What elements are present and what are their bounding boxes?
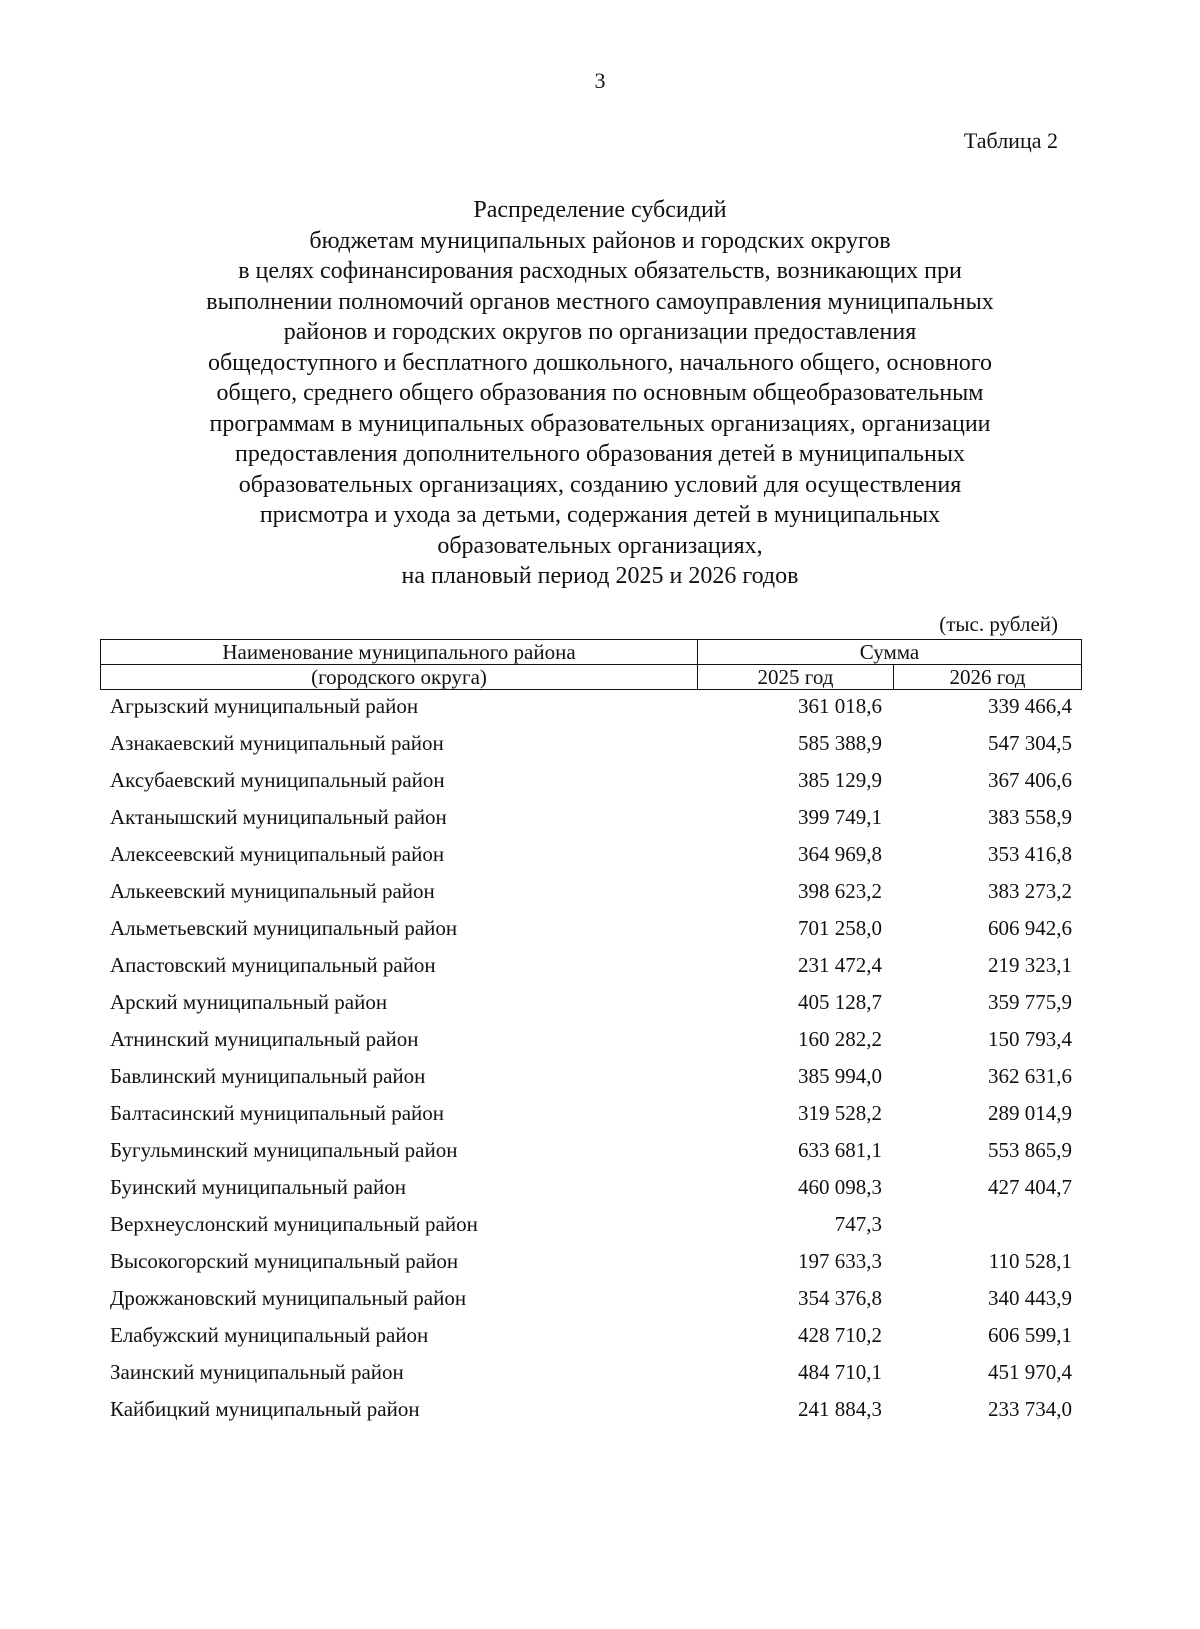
row-value-2026: 553 865,9: [988, 1138, 1072, 1162]
row-value-2025: 701 258,0: [798, 916, 882, 940]
table-row: [100, 1134, 1082, 1171]
row-value-2026: 353 416,8: [988, 842, 1072, 866]
table-body: [100, 690, 1082, 1430]
title-line: в целях софинансирования расходных обязательств, возникающих при: [238, 258, 962, 284]
page-number: 3: [594, 68, 606, 93]
row-value-2026: 110 528,1: [988, 1249, 1072, 1273]
table-row: [100, 690, 1082, 727]
row-value-2025: 385 994,0: [798, 1064, 882, 1088]
table-row: [100, 764, 1082, 801]
row-value-2026: 451 970,4: [988, 1360, 1072, 1384]
row-name: Буинский муниципальный район: [110, 1175, 406, 1199]
row-name: Заинский муниципальный район: [110, 1360, 404, 1384]
header-name-line1: Наименование муниципального района: [101, 640, 698, 665]
table-row: [100, 1171, 1082, 1208]
row-value-2026: 340 443,9: [988, 1286, 1072, 1310]
table-row: [100, 949, 1082, 986]
table-row: [100, 1245, 1082, 1282]
title-line: Распределение субсидий: [473, 197, 727, 223]
row-value-2025: 364 969,8: [798, 842, 882, 866]
row-value-2026: 383 273,2: [988, 879, 1072, 903]
header-year-2026: 2026 год: [894, 665, 1082, 690]
row-value-2025: 241 884,3: [798, 1397, 882, 1421]
row-value-2025: 398 623,2: [798, 879, 882, 903]
row-value-2025: 354 376,8: [798, 1286, 882, 1310]
row-value-2025: 484 710,1: [798, 1360, 882, 1384]
units-label: (тыс. рублей): [939, 612, 1058, 636]
table-header: [100, 639, 1082, 690]
row-name: Верхнеуслонский муниципальный район: [110, 1212, 478, 1236]
row-value-2025: 319 528,2: [798, 1101, 882, 1125]
row-value-2026: 427 404,7: [988, 1175, 1072, 1199]
row-value-2026: 383 558,9: [988, 805, 1072, 829]
row-name: Атнинский муниципальный район: [110, 1027, 419, 1051]
header-name-line2: (городского округа): [101, 665, 698, 690]
row-value-2025: 405 128,7: [798, 990, 882, 1014]
row-value-2026: 367 406,6: [988, 768, 1072, 792]
row-name: Елабужский муниципальный район: [110, 1323, 429, 1347]
title-line: предоставления дополнительного образования детей в муниципальных: [235, 441, 965, 467]
title-line: бюджетам муниципальных районов и городских округов: [309, 227, 891, 254]
row-value-2026: 219 323,1: [988, 953, 1072, 977]
row-value-2026: 359 775,9: [988, 990, 1072, 1014]
document-title: [100, 195, 1100, 592]
row-name: Дрожжановский муниципальный район: [110, 1286, 467, 1310]
title-line: общедоступного и бесплатного дошкольного, начального общего, основного: [207, 349, 993, 376]
title-line: выполнении полномочий органов местного самоуправления муниципальных: [206, 288, 994, 315]
row-value-2025: 399 749,1: [798, 805, 882, 829]
table-row: [100, 1319, 1082, 1356]
row-value-2025: 633 681,1: [798, 1138, 882, 1162]
row-value-2025: 460 098,3: [798, 1175, 882, 1199]
table-row: [100, 912, 1082, 949]
table-row: [100, 1023, 1082, 1060]
row-value-2025: 160 282,2: [798, 1027, 882, 1051]
row-value-2025: 747,3: [834, 1212, 882, 1236]
row-name: Кайбицкий муниципальный район: [110, 1397, 420, 1421]
row-value-2026: 150 793,4: [988, 1027, 1072, 1051]
row-name: Бугульминский муниципальный район: [110, 1138, 458, 1162]
table-row: [100, 1060, 1082, 1097]
row-value-2025: 585 388,9: [798, 731, 882, 755]
table-row: [100, 875, 1082, 912]
title-line: присмотра и ухода за детьми, содержания детей в муниципальных: [259, 502, 941, 528]
row-value-2026: 606 599,1: [988, 1323, 1072, 1347]
row-value-2025: 231 472,4: [798, 953, 882, 977]
table-row: [100, 727, 1082, 764]
row-name: Алексеевский муниципальный район: [110, 842, 445, 866]
row-name: Высокогорский муниципальный район: [110, 1249, 459, 1273]
title-line: образовательных организациях, созданию условий для осуществления: [238, 471, 962, 498]
table-row: [100, 801, 1082, 838]
row-value-2026: 606 942,6: [988, 916, 1072, 940]
table-row: [100, 1208, 1082, 1245]
row-name: Азнакаевский муниципальный район: [110, 731, 444, 755]
table-row: [100, 1393, 1082, 1430]
row-name: Агрызский муниципальный район: [110, 694, 419, 718]
row-value-2025: 361 018,6: [798, 694, 882, 718]
table-label: Таблица 2: [963, 128, 1058, 153]
table-row: [100, 1282, 1082, 1319]
row-value-2026: 362 631,6: [988, 1064, 1072, 1088]
table-row: [100, 986, 1082, 1023]
row-name: Бавлинский муниципальный район: [110, 1064, 426, 1088]
row-value-2026: 233 734,0: [988, 1397, 1072, 1421]
title-line: районов и городских округов по организации предоставления: [283, 319, 917, 345]
row-name: Арский муниципальный район: [110, 990, 388, 1014]
row-name: Алькеевский муниципальный район: [110, 879, 435, 903]
title-line: общего, среднего общего образования по основным общеобразовательным: [216, 380, 984, 406]
row-value-2026: 547 304,5: [988, 731, 1072, 755]
row-value-2025: 197 633,3: [798, 1249, 882, 1273]
row-value-2025: 385 129,9: [798, 768, 882, 792]
table-row: [100, 838, 1082, 875]
header-year-2025: 2025 год: [698, 665, 894, 690]
row-value-2025: 428 710,2: [798, 1323, 882, 1347]
row-value-2026: 289 014,9: [988, 1101, 1072, 1125]
row-name: Аксубаевский муниципальный район: [110, 768, 445, 792]
row-name: Апастовский муниципальный район: [110, 953, 436, 977]
table-row: [100, 1356, 1082, 1393]
row-name: Актанышский муниципальный район: [110, 805, 447, 829]
row-name: Альметьевский муниципальный район: [110, 916, 458, 940]
title-line: образовательных организациях,: [437, 532, 763, 559]
row-value-2026: 339 466,4: [988, 694, 1072, 718]
table-row: [100, 1097, 1082, 1134]
header-sum: Сумма: [698, 640, 1082, 665]
row-name: Балтасинский муниципальный район: [110, 1101, 445, 1125]
title-line: программам в муниципальных образовательных организациях, организации: [209, 410, 991, 437]
title-line: на плановый период 2025 и 2026 годов: [401, 563, 799, 589]
